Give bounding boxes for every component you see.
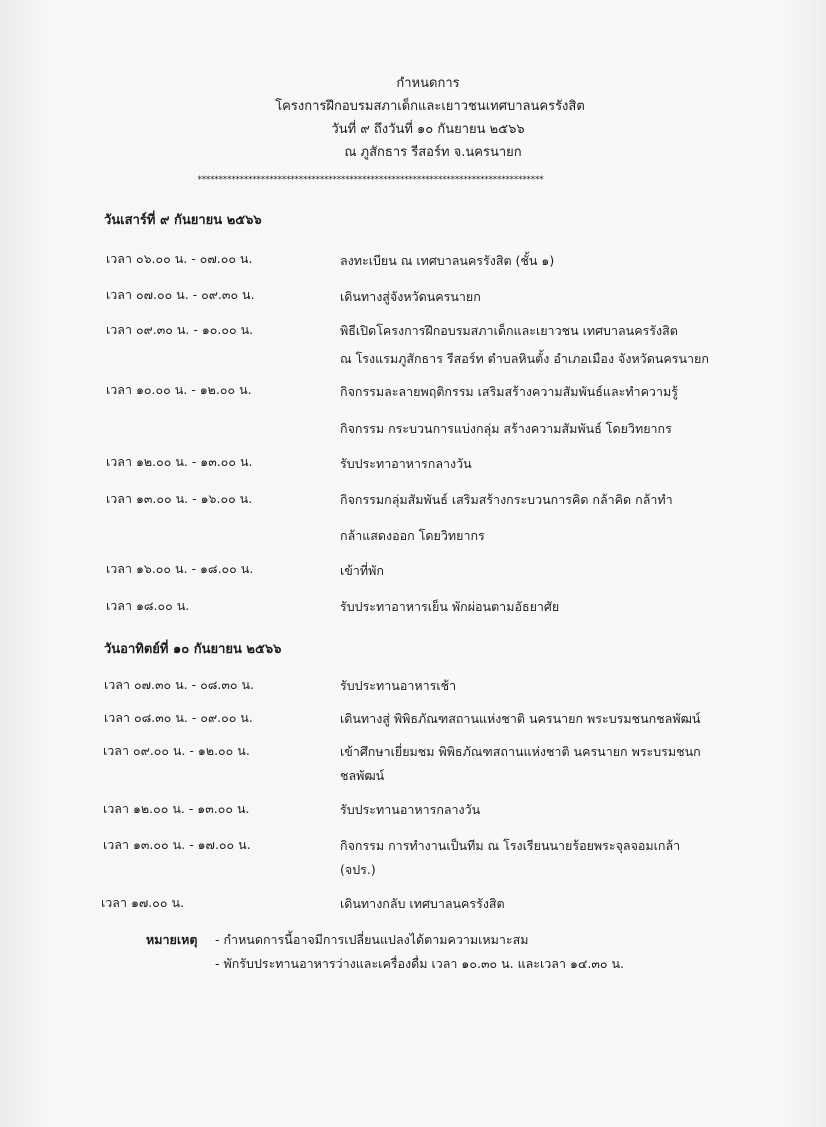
day2-row3-activity: เข้าศึกษาเยี่ยมชม พิพิธภัณฑสถานแห่งชาติ นครนายก พระบรมชนก — [340, 744, 701, 759]
day2-row3-time: เวลา ๐๙.๐๐ น. - ๑๒.๐๐ น. — [103, 743, 250, 758]
day2-row6-time: เวลา ๑๗.๐๐ น. — [101, 895, 185, 910]
day2-row1-activity: รับประทานอาหารเช้า — [340, 678, 457, 693]
day1-row7-time: เวลา ๑๖.๐๐ น. - ๑๘.๐๐ น. — [106, 561, 254, 576]
notes-label: หมายเหตุ — [146, 932, 198, 947]
day2-row5-activity-cont: (จปร.) — [340, 862, 376, 877]
header-title: กำหนดการ — [396, 76, 460, 91]
day2-row6-activity: เดินทางกลับ เทศบาลนครรังสิต — [340, 896, 505, 911]
day1-row4-activity-cont: กิจกรรม กระบวนการแบ่งกลุ่ม สร้างความสัมพันธ์ โดยวิทยากร — [340, 421, 672, 436]
day1-row8-activity: รับประทาอาหารเย็น พักผ่อนตามอัธยาศัย — [340, 599, 560, 614]
day1-row6-activity-cont: กล้าแสดงออก โดยวิทยากร — [340, 528, 485, 543]
note-item-2: - พักรับประทานอาหารว่างและเครื่องดื่ม เวลา ๑๐.๓๐ น. และเวลา ๑๔.๓๐ น. — [215, 956, 624, 971]
day2-row5-activity: กิจกรรม การทำงานเป็นทีม ณ โรงเรียนนายร้อยพระจุลจอมเกล้า — [340, 838, 681, 853]
day1-row8-time: เวลา ๑๘.๐๐ น. — [106, 598, 190, 613]
day1-row3-time: เวลา ๐๙.๓๐ น. - ๑๐.๐๐ น. — [106, 322, 254, 337]
day1-row4-time: เวลา ๑๐.๐๐ น. - ๑๒.๐๐ น. — [106, 382, 252, 397]
day2-row2-time: เวลา ๐๘.๓๐ น. - ๐๙.๐๐ น. — [104, 710, 253, 725]
day2-row4-time: เวลา ๑๒.๐๐ น. - ๑๓.๐๐ น. — [103, 801, 250, 816]
header-dates: วันที่ ๙ ถึงวันที่ ๑๐ กันยายน ๒๕๖๖ — [331, 122, 525, 137]
day2-row5-time: เวลา ๑๓.๐๐ น. - ๑๗.๐๐ น. — [103, 837, 251, 852]
day1-row6-activity: กิจกรรมกลุ่มสัมพันธ์ เสริมสร้างกระบวนการคิด กล้าคิด กล้าทำ — [340, 492, 673, 507]
day1-row1-time: เวลา ๐๖.๐๐ น. - ๐๗.๐๐ น. — [106, 251, 253, 266]
day2-row4-activity: รับประทานอาหารกลางวัน — [340, 802, 481, 817]
day1-row6-time: เวลา ๑๓.๐๐ น. - ๑๖.๐๐ น. — [106, 491, 253, 506]
day2-row3-activity-cont: ชลพัฒน์ — [340, 768, 385, 783]
header-venue: ณ ภูสักธาร รีสอร์ท จ.นครนายก — [344, 145, 522, 160]
day1-row4-activity: กิจกรรมละลายพฤติกรรม เสริมสร้างความสัมพันธ์และทำความรู้ — [340, 384, 678, 399]
day1-row3-activity-cont: ณ โรงแรมภูสักธาร รีสอร์ท ตำบลหินตั้ง อำเภอเมือง จังหวัดนครนายก — [340, 351, 709, 366]
header-project-name: โครงการฝึกอบรมสภาเด็กและเยาวชนเทศบาลนครรังสิต — [275, 99, 585, 114]
day1-row7-activity: เข้าที่พัก — [340, 563, 384, 578]
day2-row2-activity: เดินทางสู่ พิพิธภัณฑสถานแห่งชาติ นครนายก พระบรมชนกชลพัฒน์ — [340, 711, 701, 726]
day2-row1-time: เวลา ๐๗.๓๐ น. - ๐๘.๓๐ น. — [104, 677, 254, 692]
day1-row2-time: เวลา ๐๗.๐๐ น. - ๐๙.๓๐ น. — [106, 287, 255, 302]
day1-row3-activity: พิธีเปิดโครงการฝึกอบรมสภาเด็กและเยาวชน เทศบาลนครรังสิต — [340, 323, 678, 338]
day1-row2-activity: เดินทางสู่จังหวัดนครนายก — [340, 289, 481, 304]
asterisk-divider: ********************************************************************************** — [197, 175, 543, 185]
document-header — [0, 72, 826, 164]
day1-row1-activity: ลงทะเบียน ณ เทศบาลนครรังสิต (ชั้น ๑) — [340, 253, 555, 268]
day1-title: วันเสาร์ที่ ๙ กันยายน ๒๕๖๖ — [104, 213, 262, 228]
day2-title: วันอาทิตย์ที่ ๑๐ กันยายน ๒๕๖๖ — [104, 642, 282, 657]
note-item-1: - กำหนดการนี้อาจมีการเปลี่ยนแปลงได้ตามความเหมาะสม — [215, 932, 529, 947]
day1-row5-activity: รับประทาอาหารกลางวัน — [340, 456, 472, 471]
day1-row5-time: เวลา ๑๒.๐๐ น. - ๑๓.๐๐ น. — [106, 454, 253, 469]
